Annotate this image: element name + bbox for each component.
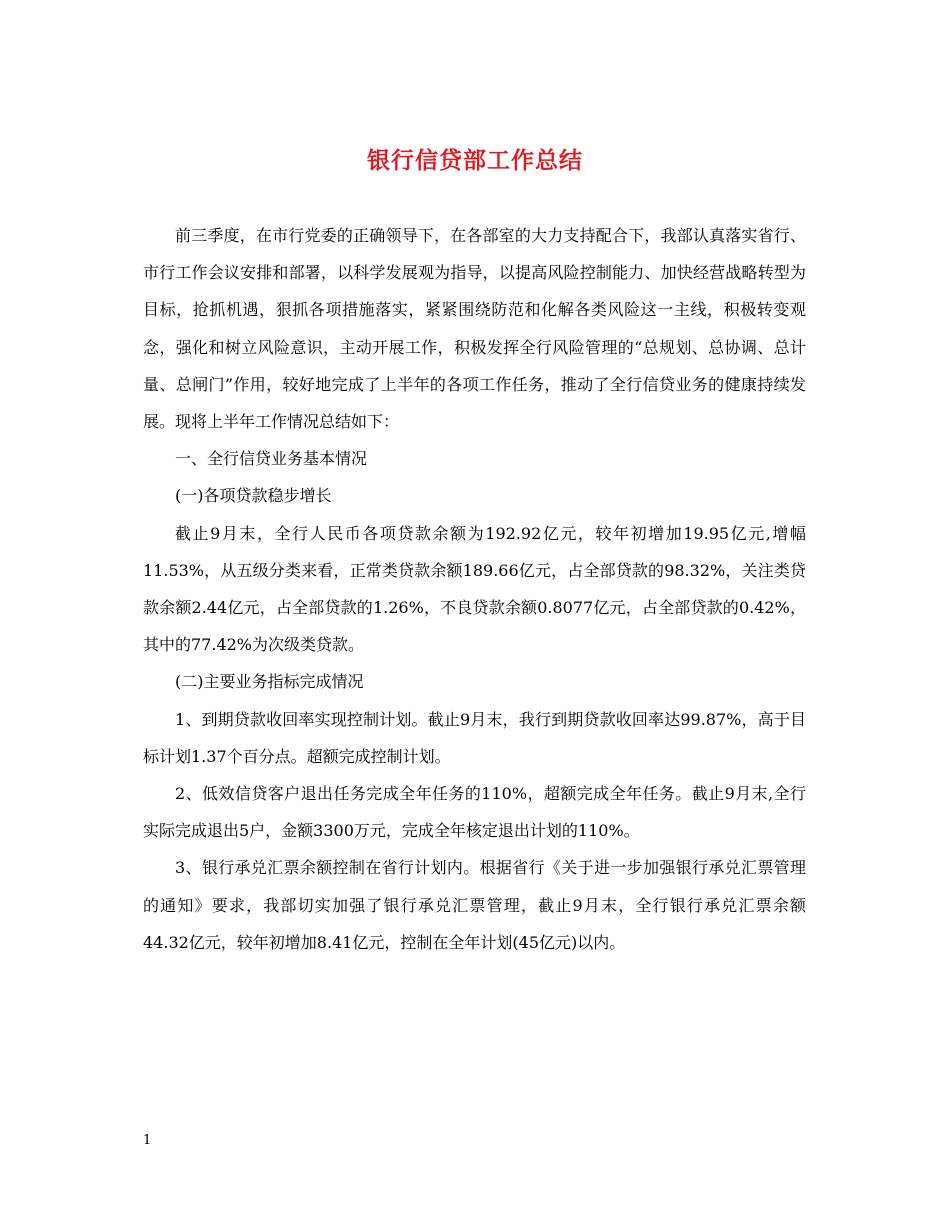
document-body (143, 217, 806, 961)
loan-balance-paragraph: 截止9月末，全行人民币各项贷款余额为192.92亿元，较年初增加19.95亿元,增幅11.53%，从五级分类来看，正常类贷款余额189.66亿元，占全部贷款的98.32%，关注类贷款余额2.44亿元，占全部贷款的1.26%，不良贷款余额0.8077亿元，占全部贷款的0.42%，其中的77.42%为次级类贷款。 (143, 523, 806, 655)
document-title: 银行信贷部工作总结 (367, 148, 583, 174)
page-number: 1 (143, 1133, 152, 1148)
subsection-heading-1: (一)各项贷款稳步增长 (175, 486, 332, 506)
section-heading-1: 一、全行信贷业务基本情况 (175, 449, 368, 469)
indicator-paragraph-3: 3、银行承兑汇票余额控制在省行计划内。根据省行《关于进一步加强银行承兑汇票管理的通知》要求，我部切实加强了银行承兑汇票管理，截止9月末，全行银行承兑汇票余额44.32亿元，较年初增加8.41亿元，控制在全年计划(45亿元)以内。 (143, 858, 806, 952)
intro-paragraph: 前三季度，在市行党委的正确领导下，在各部室的大力支持配合下，我部认真落实省行、市行工作会议安排和部署，以科学发展观为指导，以提高风险控制能力、加快经营战略转型为目标，抢抓机遇，狠抓各项措施落实，紧紧围绕防范和化解各类风险这一主线，积极转变观念，强化和树立风险意识，主动开展工作，积极发挥全行风险管理的“总规划、总协调、总计量、总闸门”作用，较好地完成了上半年的各项工作任务，推动了全行信贷业务的健康持续发展。现将上半年工作情况总结如下： (143, 226, 806, 432)
subsection-heading-2: (二)主要业务指标完成情况 (175, 672, 364, 692)
indicator-paragraph-1: 1、到期贷款收回率实现控制计划。截止9月末，我行到期贷款收回率达99.87%，高于目标计划1.37个百分点。超额完成控制计划。 (143, 709, 806, 766)
indicator-paragraph-2: 2、低效信贷客户退出任务完成全年任务的110%，超额完成全年任务。截止9月末,全行实际完成退出5户，金额3300万元，完成全年核定退出计划的110%。 (143, 784, 806, 841)
